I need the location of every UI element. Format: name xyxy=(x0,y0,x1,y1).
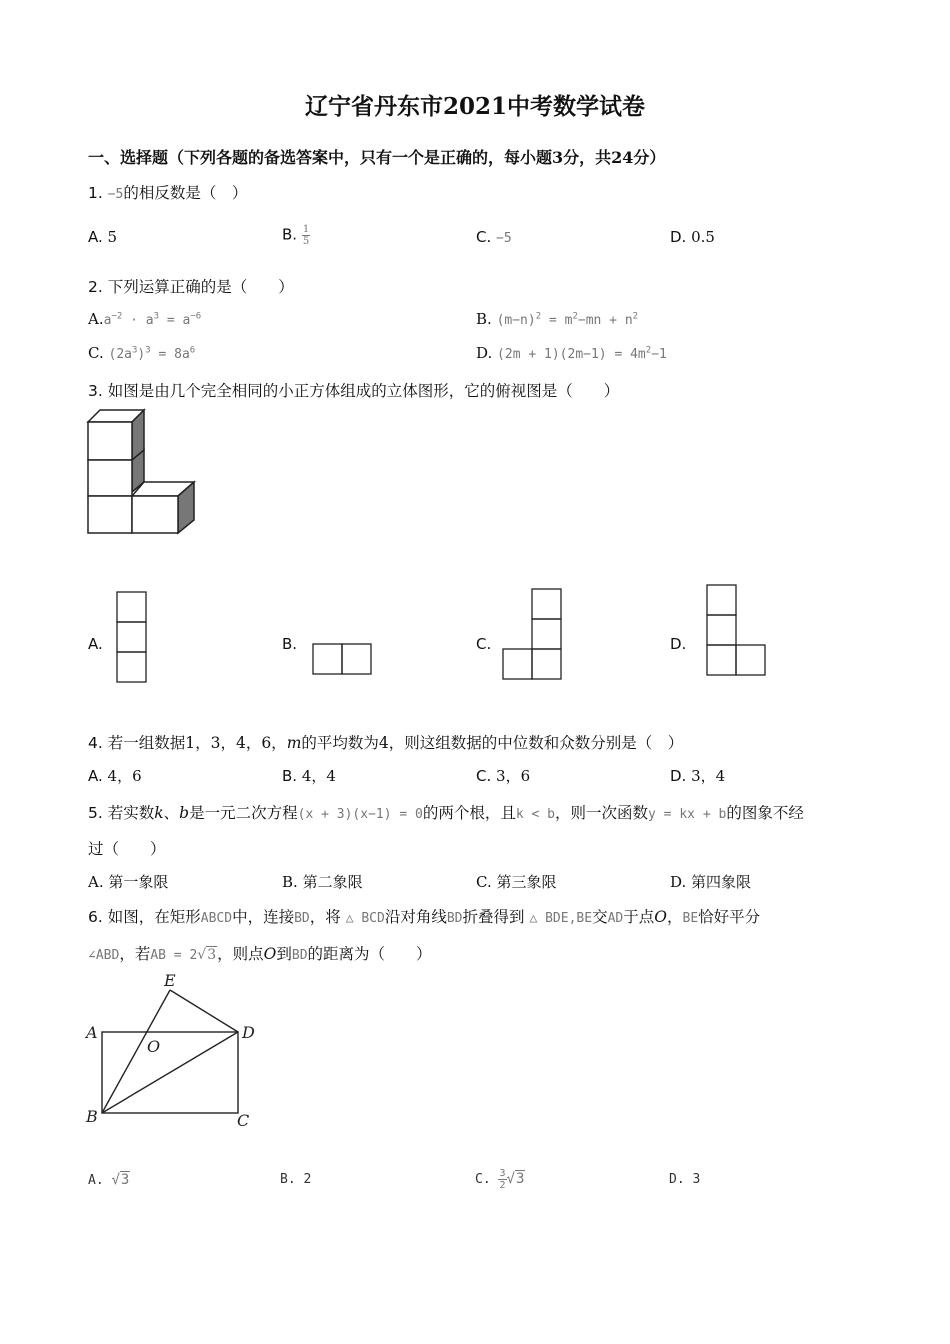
label-b: B xyxy=(86,1107,98,1126)
option-b[interactable]: B. 第二象限 xyxy=(282,873,363,891)
option-c[interactable]: C. −5 xyxy=(476,228,512,246)
question-number: 1. xyxy=(88,184,103,202)
segment-ed xyxy=(170,990,238,1032)
option-d[interactable]: D. 3，4 xyxy=(670,767,726,785)
cube-front xyxy=(88,422,132,460)
cube-front xyxy=(132,496,178,533)
option-d[interactable]: D. 0.5 xyxy=(670,228,715,246)
cube-front xyxy=(88,496,132,533)
option-d[interactable]: D. 3 xyxy=(669,1172,701,1187)
label-e: E xyxy=(164,971,176,990)
label-o: O xyxy=(147,1037,161,1056)
option-a[interactable]: A. √3 xyxy=(88,1172,130,1188)
page-title: 辽宁省丹东市2021中考数学试卷 xyxy=(304,93,645,120)
rectangle-fold-figure xyxy=(84,970,264,1132)
option-a[interactable]: $A.a^{-2} \cdot a^3 = a^{-6}$ xyxy=(88,310,202,328)
option-b[interactable]: B. 2 xyxy=(280,1172,312,1187)
cube-front xyxy=(88,460,132,496)
option-b[interactable]: B. 4，4 xyxy=(282,767,336,785)
question-6-line2: ∠ABD，若AB = 2√3，则点O到BD的距离为（ ） xyxy=(88,945,432,963)
question-3: 3. 如图是由几个完全相同的小正方体组成的立体图形，它的俯视图是（ ） xyxy=(88,382,620,400)
option-d-figure xyxy=(706,584,768,680)
option-b[interactable]: B. xyxy=(282,635,298,653)
option-d[interactable]: D. $(2m + 1)(2m-1) = 4m^2-1$ xyxy=(476,344,667,362)
question-5-line2: 过（ ） xyxy=(88,840,166,858)
cube-stack-figure xyxy=(86,408,201,538)
option-a[interactable]: A. 4，6 xyxy=(88,767,142,785)
question-text: 的相反数是（ ） xyxy=(123,184,248,202)
question-4: 4. 若一组数据1，3，4，6，m的平均数为4，则这组数据的中位数和众数分别是（ ） xyxy=(88,734,684,752)
math-expression: −5 xyxy=(107,187,124,202)
fraction: $\frac{1}{5}$ xyxy=(302,224,310,247)
label-a: A xyxy=(86,1023,98,1042)
option-c[interactable]: C. 3，6 xyxy=(476,767,531,785)
question-2: 2. 下列运算正确的是（ ） xyxy=(88,278,294,296)
label-c: C xyxy=(237,1111,250,1130)
option-c[interactable]: C. xyxy=(476,635,492,653)
section-heading: 一、选择题（下列各题的备选答案中，只有一个是正确的，每小题3分，共24分） xyxy=(88,148,666,167)
option-c-figure xyxy=(502,588,564,684)
question-5: 5. 若实数k、b是一元二次方程(x + 3)(x−1) = 0的两个根，且k < b，则一次函数y = kx + b的图象不经 xyxy=(88,804,804,822)
diagonal-bd xyxy=(102,1032,238,1113)
option-a[interactable]: A. 5 xyxy=(88,228,118,246)
label-d: D xyxy=(242,1023,255,1042)
option-d[interactable]: D. 第四象限 xyxy=(670,873,752,891)
option-c[interactable]: C. $(2a^3)^3 = 8a^6$ xyxy=(88,344,196,362)
option-d[interactable]: D. xyxy=(670,635,687,653)
option-b-figure xyxy=(312,643,374,677)
question-6: 6. 如图，在矩形ABCD中，连接BD，将 △ BCD沿对角线BD折叠得到 △ BDE,BE交AD于点O，BE恰好平分 xyxy=(88,908,761,926)
option-b[interactable]: B. $\frac{1}{5}$ xyxy=(282,224,310,247)
option-a-figure xyxy=(116,591,148,685)
option-b[interactable]: B. $(m-n)^2 = m^2-mn + n^2$ xyxy=(476,310,639,328)
question-1 xyxy=(88,181,247,203)
option-a[interactable]: A. 第一象限 xyxy=(88,873,169,891)
option-c[interactable]: C. 第三象限 xyxy=(476,873,557,891)
option-c[interactable]: C. $\frac{3}{2}$ √3 xyxy=(475,1168,525,1191)
option-a[interactable]: A. xyxy=(88,635,103,653)
